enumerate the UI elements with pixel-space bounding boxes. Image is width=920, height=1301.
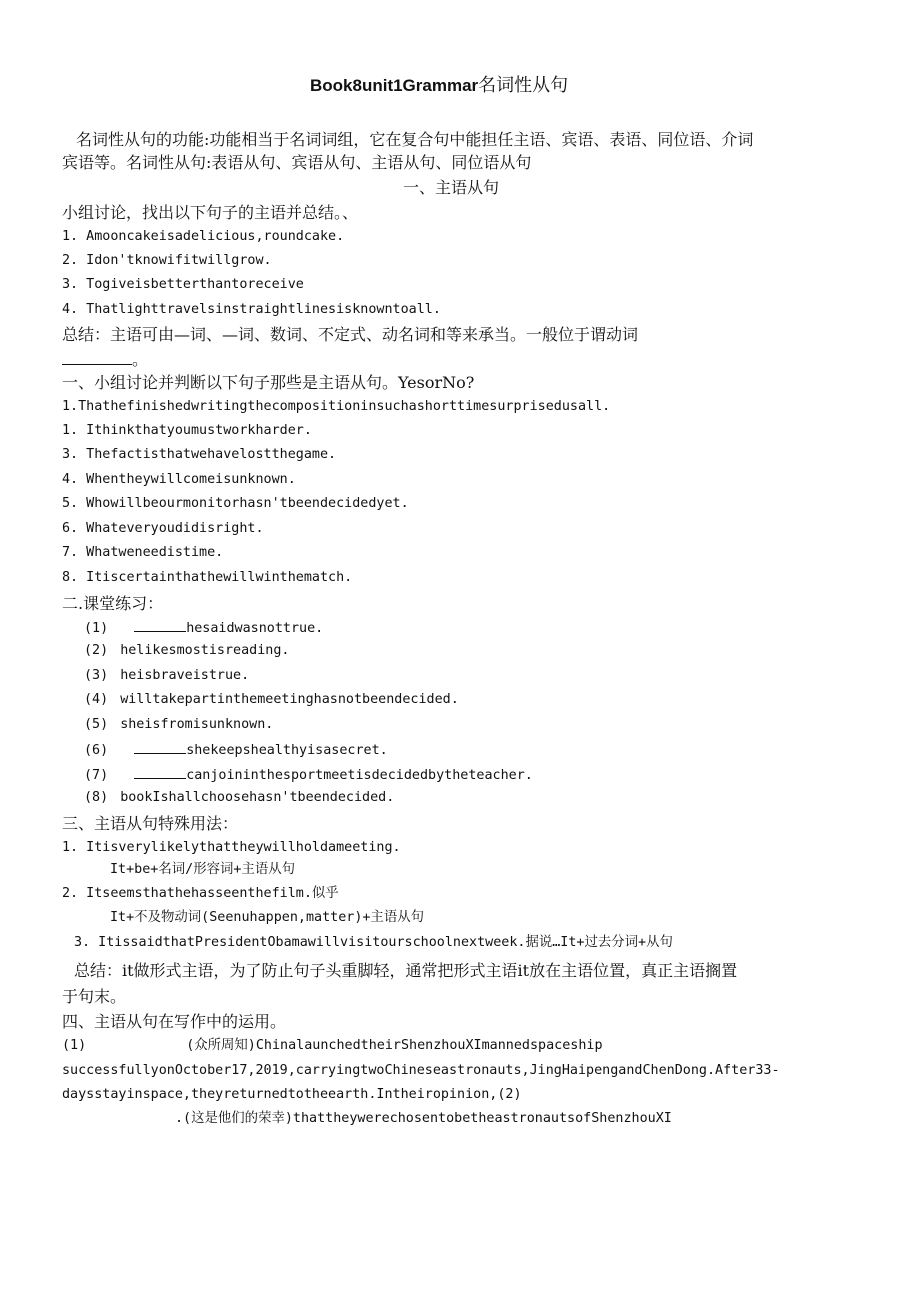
section2-item-5: 5. Whowillbeourmonitorhasn'tbeendecidedyet.: [62, 496, 409, 511]
summary-end: 。: [132, 350, 149, 369]
exercise-text: sheisfromisunknown.: [120, 717, 274, 732]
section1-summary-blank-line: [62, 350, 148, 369]
exercise-text: bookIshallchoosehasn'tbeendecided.: [120, 790, 395, 805]
section1-item-2: 2. Idon'tknowifitwillgrow.: [62, 253, 272, 268]
section2-item-2: 1. Ithinkthatyoumustworkharder.: [62, 423, 312, 438]
exercise-1: [84, 619, 323, 637]
section2-item-8: 8. Itiscertainthathewillwinthematch.: [62, 570, 353, 585]
writing-number: (1): [62, 1038, 87, 1053]
section2-item-6: 6. Whateveryoudidisright.: [62, 521, 264, 536]
exercise-6: [84, 741, 388, 759]
special-usage-3: 3. ItissaidthatPresidentObamawillvisitourschoolnextweek.据说…It+过去分词+从句: [74, 935, 673, 950]
section1-heading: 一、主语从句: [403, 178, 500, 197]
exercise-7: [84, 766, 533, 784]
exercise-blank: [134, 619, 186, 632]
section2-item-4: 4. Whentheywillcomeisunknown.: [62, 472, 296, 487]
exercise-text: helikesmostisreading.: [120, 643, 290, 658]
special-usage-2-rule: It+不及物动词(Seenuhappen,matter)+主语从句: [110, 910, 424, 925]
exercise-blank: [134, 741, 186, 754]
section1-item-4: 4. Thatlighttravelsinstraightlinesisknowntoall.: [62, 302, 441, 317]
exercise-number: (7): [84, 768, 109, 783]
section1-summary: 总结：主语可由—词、—词、数词、不定式、动名词和等来承当。一般位于谓动词: [62, 325, 639, 344]
special-usage-1-rule: It+be+名词/形容词+主语从句: [110, 862, 296, 877]
exercise-blank: [134, 766, 186, 779]
exercise-number: (3): [84, 668, 109, 683]
intro-line-1: 名词性从句的功能:功能相当于名词词组，它在复合句中能担任主语、宾语、表语、同位语、介词: [76, 130, 754, 149]
exercise-8: [84, 790, 394, 806]
section1-item-3: 3. Togiveisbetterthantoreceive: [62, 277, 304, 292]
writing-line-4: .(这是他们的荣幸)thattheywerechosentobetheastronautsofShenzhouXI: [175, 1111, 672, 1126]
exercise-number: (4): [84, 692, 109, 707]
title-chinese: 名词性从句: [478, 75, 569, 96]
special-usage-1: 1. Itisverylikelythattheywillholdameeting.: [62, 840, 401, 855]
section4-heading: 三、主语从句特殊用法：: [62, 814, 239, 833]
section4-summary-line-1: 总结：it做形式主语，为了防止句子头重脚轻，通常把形式主语it放在主语位置，真正主语搁置: [74, 961, 738, 980]
exercise-text: hesaidwasnottrue.: [186, 621, 324, 636]
writing-line-3: daysstayinspace,theyreturnedtotheearth.Intheiropinion,(2): [62, 1087, 522, 1102]
section2-item-7: 7. Whatweneedistime.: [62, 545, 224, 560]
title-english: Book8unit1Grammar: [310, 76, 479, 95]
section2-heading: 一、小组讨论并判断以下句子那些是主语从句。YesorNo?: [62, 373, 475, 392]
section1-item-1: 1. Amooncakeisadelicious,roundcake.: [62, 229, 345, 244]
exercise-4: [84, 692, 459, 708]
exercise-number: (2): [84, 643, 109, 658]
exercise-number: (6): [84, 743, 109, 758]
exercise-number: (8): [84, 790, 109, 805]
writing-line-1: [62, 1038, 603, 1054]
intro-line-2: 宾语等。名词性从句:表语从句、宾语从句、主语从句、同位语从句: [62, 153, 532, 172]
exercise-number: (1): [84, 621, 109, 636]
exercise-text: heisbraveistrue.: [120, 668, 250, 683]
exercise-number: (5): [84, 717, 109, 732]
exercise-text: shekeepshealthyisasecret.: [186, 743, 388, 758]
section2-item-1: 1.Thathefinishedwritingthecompositioninsuchashorttimesurprisedusall.: [62, 399, 611, 414]
writing-line-2: successfullyonOctober17,2019,carryingtwoChineseastronauts,JingHaipengandChenDong.After33-: [62, 1063, 780, 1078]
exercise-3: [84, 668, 249, 684]
section5-heading: 四、主语从句在写作中的运用。: [62, 1012, 287, 1031]
exercise-text: canjoininthesportmeetisdecidedbytheteacher.: [186, 768, 533, 783]
summary-blank: [62, 352, 132, 365]
section4-summary-line-2: 于句末。: [62, 987, 127, 1006]
section3-heading: 二.课堂练习：: [62, 594, 164, 613]
special-usage-2: 2. Itseemsthathehasseenthefilm.似乎: [62, 886, 339, 901]
exercise-5: [84, 717, 273, 733]
exercise-text: willtakepartinthemeetinghasnotbeendecided.: [120, 692, 459, 707]
exercise-2: [84, 643, 290, 659]
writing-text: (众所周知)ChinalaunchedtheirShenzhouXImannedspaceship: [186, 1038, 603, 1053]
page-title: [310, 75, 568, 97]
section2-item-3: 3. Thefactisthatwehavelostthegame.: [62, 447, 337, 462]
section1-task: 小组讨论，找出以下句子的主语并总结。、: [62, 203, 359, 222]
